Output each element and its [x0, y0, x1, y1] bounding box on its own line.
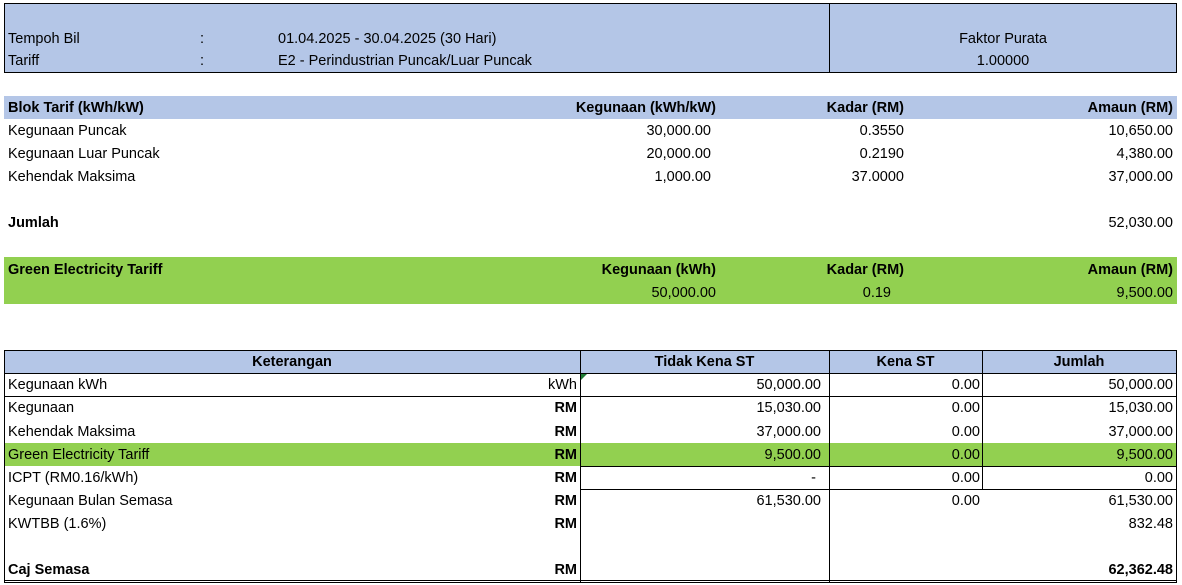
- tariff-row-usage: 20,000.00: [646, 146, 711, 162]
- summary-row-taxable: 0.00: [951, 377, 980, 393]
- summary-row-total: 832.48: [1128, 516, 1173, 532]
- summary-row-label: Kegunaan: [8, 400, 75, 416]
- summary-row-total: 9,500.00: [1116, 447, 1173, 463]
- summary-row-divider: [580, 466, 1177, 467]
- tariff-row-label: Kegunaan Puncak: [8, 123, 127, 139]
- current-charge-unit: RM: [554, 562, 577, 578]
- current-charge-total: 62,362.48: [1108, 562, 1173, 578]
- summary-row-label: ICPT (RM0.16/kWh): [8, 470, 139, 486]
- summary-bottom-border: [4, 582, 1177, 583]
- green-usage-header: Kegunaan (kWh): [601, 262, 716, 278]
- tariff-colon: :: [200, 53, 205, 69]
- tariff-value: E2 - Perindustrian Puncak/Luar Puncak: [278, 53, 532, 69]
- summary-row-total: 15,030.00: [1108, 400, 1173, 416]
- period-colon: :: [200, 31, 205, 47]
- summary-header-bottom: [4, 373, 1177, 374]
- summary-row-taxable: 0.00: [951, 400, 980, 416]
- summary-row-not-taxable: 9,500.00: [764, 447, 821, 463]
- green-amount-header: Amaun (RM): [1087, 262, 1173, 278]
- green-rate-value: 0.19: [862, 285, 891, 301]
- summary-row-unit: RM: [554, 493, 577, 509]
- tariff-block-title: Blok Tarif (kWh/kW): [8, 100, 144, 116]
- summary-row-label: Kegunaan Bulan Semasa: [8, 493, 173, 509]
- summary-row-total: 61,530.00: [1108, 493, 1173, 509]
- summary-row-divider: [580, 489, 1177, 490]
- summary-desc-header: Keterangan: [252, 354, 332, 370]
- summary-not-taxable-header: Tidak Kena ST: [654, 354, 755, 370]
- summary-row-total: 50,000.00: [1108, 377, 1173, 393]
- summary-row-divider: [4, 396, 1177, 397]
- tariff-row-rate: 37.0000: [851, 169, 904, 185]
- summary-row-not-taxable: 61,530.00: [756, 493, 821, 509]
- summary-row-total: 37,000.00: [1108, 424, 1173, 440]
- tariff-label: Tariff: [8, 53, 40, 69]
- summary-row-taxable: 0.00: [951, 470, 980, 486]
- summary-row-not-taxable: 50,000.00: [756, 377, 821, 393]
- factor-label: Faktor Purata: [959, 31, 1047, 47]
- summary-row-unit: RM: [554, 424, 577, 440]
- summary-row-not-taxable: 15,030.00: [756, 400, 821, 416]
- summary-row-unit: RM: [554, 516, 577, 532]
- green-tariff-title: Green Electricity Tariff: [8, 262, 163, 278]
- tariff-usage-header: Kegunaan (kWh/kW): [575, 100, 716, 116]
- summary-top-border: [4, 350, 1177, 351]
- factor-value: 1.00000: [976, 53, 1030, 69]
- tariff-row-rate: 0.3550: [859, 123, 904, 139]
- summary-total-header: Jumlah: [1053, 354, 1105, 370]
- tariff-row-usage: 1,000.00: [654, 169, 711, 185]
- summary-row-label: Kegunaan kWh: [8, 377, 108, 393]
- summary-row-not-taxable: -: [811, 470, 816, 486]
- summary-row-label: Green Electricity Tariff: [8, 447, 150, 463]
- summary-row-unit: kWh: [548, 377, 577, 393]
- tariff-row-label: Kehendak Maksima: [8, 169, 136, 185]
- summary-row-label: Kehendak Maksima: [8, 424, 136, 440]
- tariff-row-amount: 4,380.00: [1116, 146, 1173, 162]
- tariff-amount-header: Amaun (RM): [1087, 100, 1173, 116]
- tariff-total-value: 52,030.00: [1108, 215, 1173, 231]
- tariff-row-amount: 37,000.00: [1108, 169, 1173, 185]
- period-label: Tempoh Bil: [8, 31, 80, 47]
- tariff-row-label: Kegunaan Luar Puncak: [8, 146, 160, 162]
- tariff-rate-header: Kadar (RM): [826, 100, 904, 116]
- tariff-row-usage: 30,000.00: [646, 123, 711, 139]
- summary-col-divider: [982, 350, 983, 490]
- summary-row-taxable: 0.00: [951, 493, 980, 509]
- summary-row-taxable: 0.00: [951, 447, 980, 463]
- tariff-row-rate: 0.2190: [859, 146, 904, 162]
- period-value: 01.04.2025 - 30.04.2025 (30 Hari): [278, 31, 497, 47]
- summary-row-unit: RM: [554, 400, 577, 416]
- summary-row-not-taxable: 37,000.00: [756, 424, 821, 440]
- summary-left-border: [4, 350, 5, 583]
- summary-row-unit: RM: [554, 470, 577, 486]
- summary-right-border: [1176, 350, 1177, 583]
- green-usage-value: 50,000.00: [651, 285, 716, 301]
- green-rate-header: Kadar (RM): [826, 262, 904, 278]
- tariff-total-label: Jumlah: [8, 215, 59, 231]
- current-charge-label: Caj Semasa: [8, 562, 90, 578]
- summary-row-unit: RM: [554, 447, 577, 463]
- tariff-row-amount: 10,650.00: [1108, 123, 1173, 139]
- summary-taxable-header: Kena ST: [876, 354, 935, 370]
- green-amount-value: 9,500.00: [1116, 285, 1173, 301]
- summary-bottom-border: [4, 580, 1177, 581]
- summary-row-total: 0.00: [1144, 470, 1173, 486]
- summary-row-taxable: 0.00: [951, 424, 980, 440]
- summary-row-label: KWTBB (1.6%): [8, 516, 107, 532]
